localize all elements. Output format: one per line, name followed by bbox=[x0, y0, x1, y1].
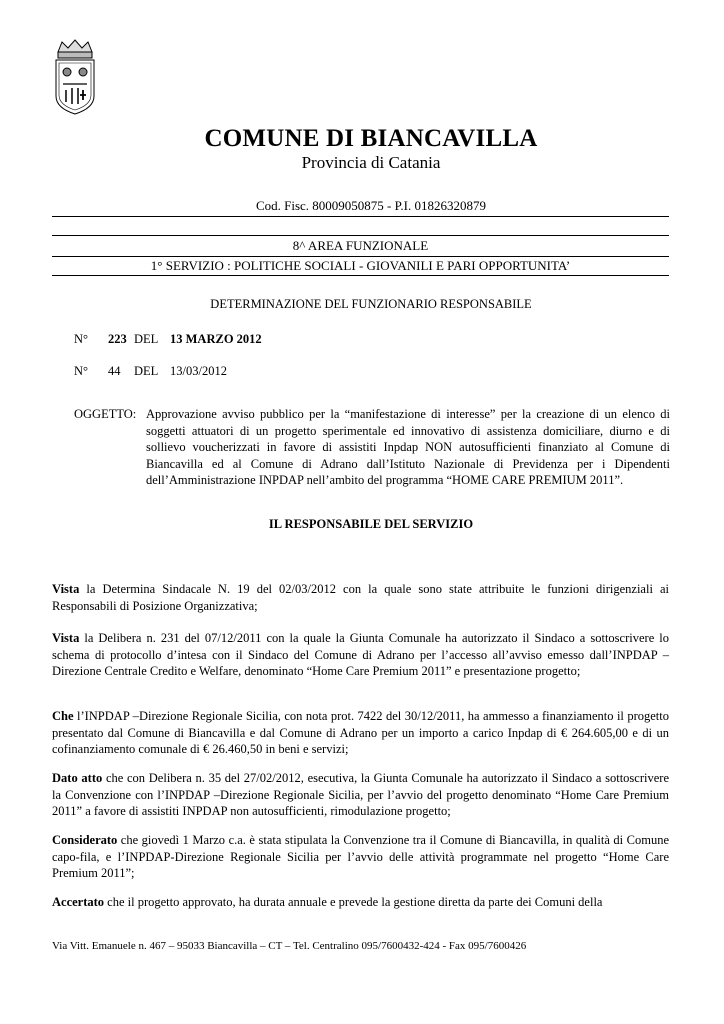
determination-number-row bbox=[74, 332, 262, 347]
paragraph bbox=[52, 708, 669, 758]
paragraph-lead: Accertato bbox=[52, 895, 105, 909]
paragraph-text: l’INPDAP –Direzione Regionale Sicilia, con nota prot. 7422 del 30/12/2011, ha ammesso a finanziamento il progetto presentato dal Comune di Biancavilla e dal Comune di Adrano per un importo a carico Inpdap di € 264.605,00 e di un cofinanziamento comunale di € 26.460,50 in beni e servizi; bbox=[52, 709, 669, 756]
municipal-coat-of-arms-icon bbox=[52, 38, 98, 116]
paragraph-lead: Che bbox=[52, 709, 74, 723]
municipality-name: COMUNE DI BIANCAVILLA bbox=[204, 125, 538, 152]
determination-heading: DETERMINAZIONE DEL FUNZIONARIO RESPONSABILE bbox=[210, 297, 532, 311]
paragraph-lead: Dato atto bbox=[52, 771, 103, 785]
footer-address: Via Vitt. Emanuele n. 467 – 95033 Biancavilla – CT – Tel. Centralino 095/7600432-424 - Fax 095/7600426 bbox=[52, 940, 527, 952]
paragraph-text: la Determina Sindacale N. 19 del 02/03/2012 con la quale sono state attribuite le funzioni dirigenziali ai Responsabili di Posizione Organizzativa; bbox=[52, 582, 669, 613]
determination-date: 13 MARZO 2012 bbox=[170, 332, 262, 346]
paragraph bbox=[52, 832, 669, 882]
service-name: 1° SERVIZIO : POLITICHE SOCIALI - GIOVANILI E PARI OPPORTUNITA’ bbox=[150, 258, 571, 273]
paragraph-text: la Delibera n. 231 del 07/12/2011 con la quale la Giunta Comunale ha autorizzato il Sindaco a sottoscrivere lo schema di protocollo d’intesa con il Sindaco del Comune di Adrano per l’accesso all’avviso emesso dall’INPDAP –Direzione Centrale Credito e Welfare, denominato “Home Care Premium 2011” e presentazione progetto; bbox=[52, 631, 669, 678]
date-label: DEL bbox=[134, 332, 159, 346]
paragraph bbox=[52, 894, 669, 911]
divider bbox=[52, 275, 669, 276]
register-number: 44 bbox=[108, 364, 121, 378]
section-title: IL RESPONSABILE DEL SERVIZIO bbox=[268, 517, 474, 531]
number-label: N° bbox=[74, 332, 89, 346]
register-date: 13/03/2012 bbox=[170, 364, 227, 378]
number-label: N° bbox=[74, 364, 89, 378]
subject-text: Approvazione avviso pubblico per la “manifestazione di interesse” per la creazione di un elenco di soggetti attuatori di un progetto sperimentale ed innovativo di assistenza domiciliare, diurno e di sollievo voucherizzati in favore di assistiti Inpdap NON autosufficienti finanziato al Comune di Biancavilla ed al Comune di Adrano dall’Istituto Nazionale di Previdenza per i Dipendenti dell’Amministrazione INPDAP nell’ambito del programma “HOME CARE PREMIUM 2011”. bbox=[146, 407, 670, 487]
paragraph bbox=[52, 770, 669, 820]
subject-label: OGGETTO: bbox=[74, 407, 137, 421]
functional-area: 8^ AREA FUNZIONALE bbox=[292, 238, 429, 253]
paragraph-lead: Vista bbox=[52, 631, 80, 645]
divider bbox=[52, 235, 669, 236]
paragraph-text: che giovedì 1 Marzo c.a. è stata stipulata la Convenzione tra il Comune di Biancavilla, in qualità di Comune capo-fila, e l’INPDAP-Direzione Regionale Sicilia per l’avvio delle attività programmate nel progetto “Home Care Premium 2011”; bbox=[52, 833, 669, 880]
province-name: Provincia di Catania bbox=[301, 153, 441, 172]
paragraph-text: che il progetto approvato, ha durata annuale e prevede la gestione diretta da parte dei Comuni della bbox=[104, 895, 603, 909]
paragraph-text: che con Delibera n. 35 del 27/02/2012, esecutiva, la Giunta Comunale ha autorizzato il Sindaco a sottoscrivere la Convenzione con l’INPDAP –Direzione Regionale Sicilia, per l’avvio del progetto denominato “Home Care Premium 2011” a favore di assistiti INPDAP non autosufficienti, rimodulazione progetto; bbox=[52, 771, 669, 818]
register-number-row bbox=[74, 364, 227, 379]
subject-block bbox=[74, 406, 670, 489]
divider bbox=[52, 256, 669, 257]
paragraph bbox=[52, 581, 669, 614]
divider bbox=[52, 216, 669, 217]
paragraph-lead: Considerato bbox=[52, 833, 118, 847]
paragraph bbox=[52, 630, 669, 680]
determination-number: 223 bbox=[108, 332, 127, 346]
tax-identifiers: Cod. Fisc. 80009050875 - P.I. 01826320879 bbox=[255, 198, 487, 213]
date-label: DEL bbox=[134, 364, 159, 378]
paragraph-lead: Vista bbox=[52, 582, 80, 596]
